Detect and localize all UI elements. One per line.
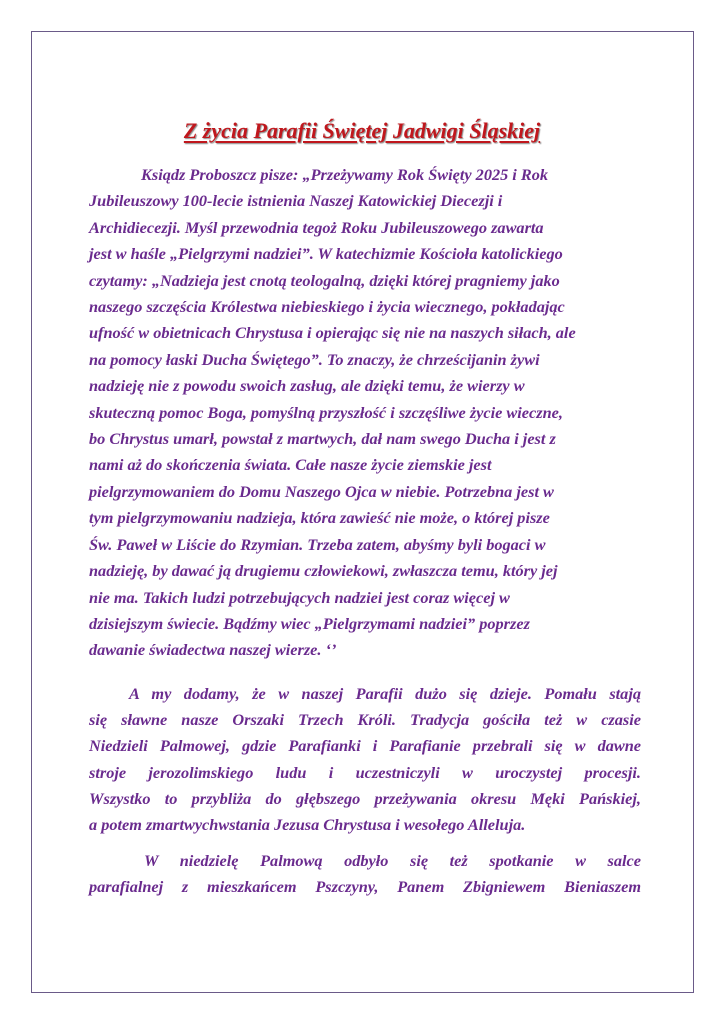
text-line: Archidiecezji. Myśl przewodnia tegoż Roku Jubileuszowego zawarta xyxy=(89,217,544,237)
text-line: skuteczną pomoc Boga, pomyślną przyszłość i szczęśliwe życie wieczne, xyxy=(89,402,563,422)
text-line: nadzieję, by dawać ją drugiemu człowiekowi, zwłaszcza temu, który jej xyxy=(89,561,558,581)
paragraph-parish-news xyxy=(89,681,641,838)
text-line: dawanie świadectwa naszej wierze. ‘’ xyxy=(89,640,337,660)
text-line: a potem zmartwychwstania Jezusa Chrystusa i wesołego Alleluja. xyxy=(89,815,526,835)
text-line: parafialnej z mieszkańcem Pszczyny, Panem Zbigniewem Bieniaszem xyxy=(89,877,641,897)
text-line: nadzieję nie z powodu swoich zasług, ale dzięki temu, że wierzy w xyxy=(89,376,525,396)
text-line: tym pielgrzymowaniu nadzieja, która zawieść nie może, o której pisze xyxy=(89,508,550,528)
text-line: W niedzielę Palmową odbyło się też spotkanie w salce xyxy=(144,851,641,870)
text-line: na pomocy łaski Ducha Świętego”. To znaczy, że chrześcijanin żywi xyxy=(89,349,540,369)
text-line: nami aż do skończenia świata. Całe nasze życie ziemskie jest xyxy=(89,455,492,475)
text-line: naszego szczęścia Królestwa niebieskiego i życia wiecznego, pokładając xyxy=(89,297,565,317)
text-line: Wszystko to przybliża do głębszego przeżywania okresu Męki Pańskiej, xyxy=(89,788,641,808)
text-line: Ksiądz Proboszcz pisze: „Przeżywamy Rok Święty 2025 i Rok xyxy=(141,165,549,184)
paragraph-pastor-letter xyxy=(89,162,641,664)
text-line: ufność w obietnicach Chrystusa i opierając się nie na naszych siłach, ale xyxy=(89,323,576,343)
text-line: jest w haśle „Pielgrzymi nadziei”. W katechizmie Kościoła katolickiego xyxy=(89,244,563,264)
text-line: nie ma. Takich ludzi potrzebujących nadziei jest coraz więcej w xyxy=(89,587,510,607)
text-line: bo Chrystus umarł, powstał z martwych, dał nam swego Ducha i jest z xyxy=(89,429,556,449)
text-line: się sławne nasze Orszaki Trzech Króli. Tradycja gościła też w czasie xyxy=(89,710,641,730)
page-title: Z życia Parafii Świętej Jadwigi Śląskiej xyxy=(183,118,541,143)
text-line: Niedzieli Palmowej, gdzie Parafianki i Parafianie przebrali się w dawne xyxy=(89,736,641,756)
paragraph-palm-sunday-meeting xyxy=(89,848,641,900)
text-line: dzisiejszym świecie. Bądźmy wiec „Pielgrzymami nadziei” poprzez xyxy=(89,613,530,633)
text-line: pielgrzymowaniem do Domu Naszego Ojca w niebie. Potrzebna jest w xyxy=(89,481,554,501)
text-line: stroje jerozolimskiego ludu i uczestniczyli w uroczystej procesji. xyxy=(89,762,641,782)
text-line: A my dodamy, że w naszej Parafii dużo się dzieje. Pomału stają xyxy=(129,684,641,703)
text-line: czytamy: „Nadzieja jest cnotą teologalną, dzięki której pragniemy jako xyxy=(89,270,560,290)
text-line: Św. Paweł w Liście do Rzymian. Trzeba zatem, abyśmy byli bogaci w xyxy=(89,534,546,554)
text-line: Jubileuszowy 100-lecie istnienia Naszej Katowickiej Diecezji i xyxy=(89,191,503,211)
